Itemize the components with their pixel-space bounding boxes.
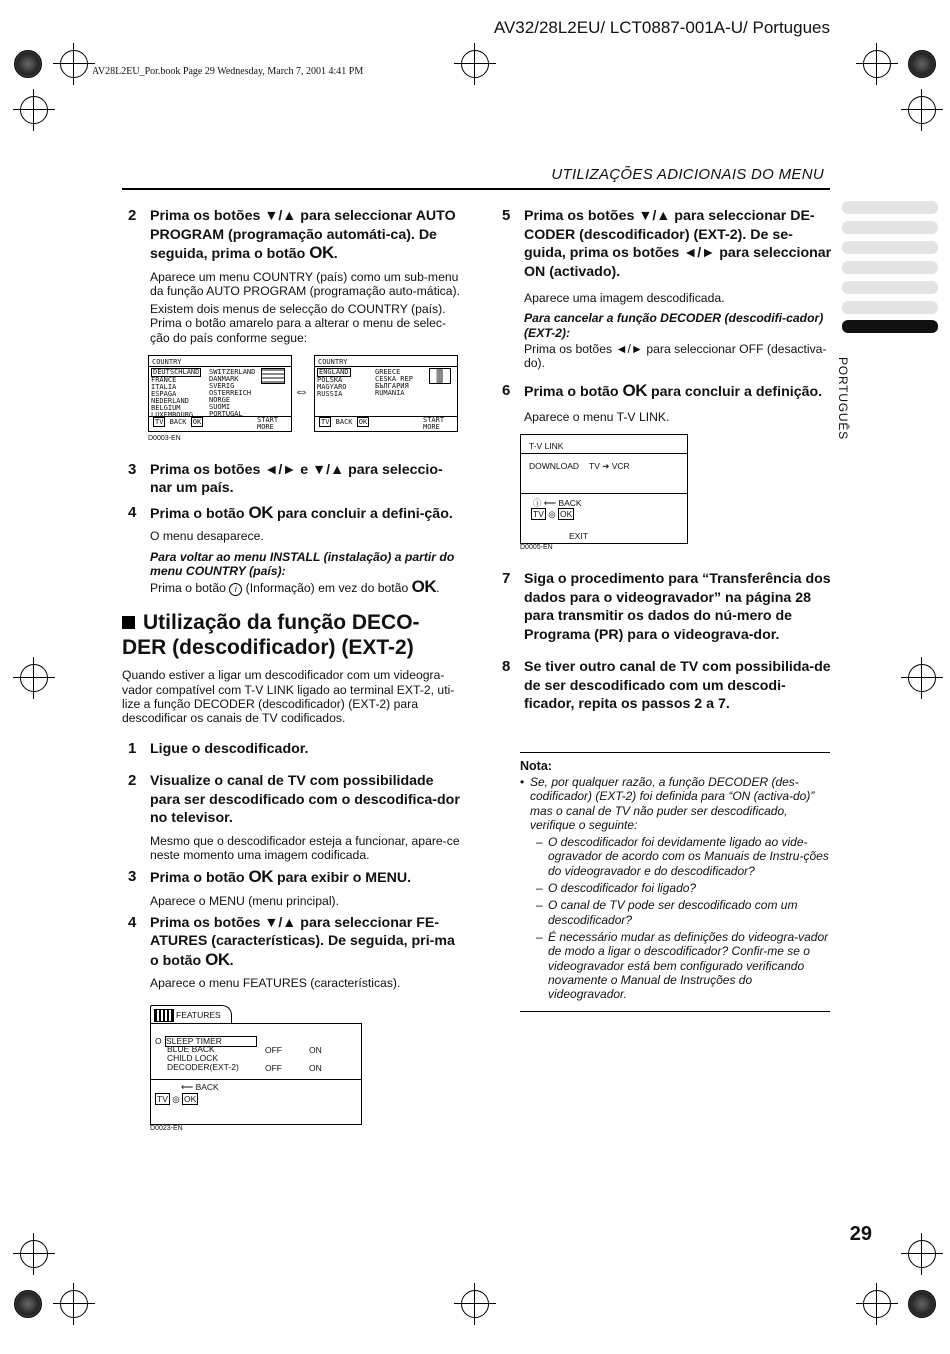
decoder-step-4: 4 Prima os botões ▼/▲ para seleccionar FE-ATURES (características). De seguida, pri-ma o botão OK. [128, 913, 455, 969]
document-id: AV32/28L2EU/ LCT0887-001A-U/ Portugues [493, 18, 830, 37]
info-icon: ⓘ [533, 498, 542, 509]
return-note-text: Prima o botão i (Informação) em vez do botão OK. [150, 577, 440, 597]
registration-mark [461, 1290, 489, 1318]
figure-label: D0003-EN [148, 434, 181, 442]
registration-mark [908, 96, 936, 124]
features-icon [154, 1009, 174, 1022]
figure-label: D0005-EN [520, 544, 553, 552]
step-4: 4 Prima o botão OK para concluir a defini-ção. [128, 502, 453, 522]
language-tab [842, 241, 938, 254]
ok-button-icon: OK [411, 577, 437, 597]
book-line: AV28L2EU_Por.book Page 29 Wednesday, March 7, 2001 4:41 PM [92, 66, 364, 77]
corner-disc-bottom-right [908, 1290, 936, 1318]
dpad-icon: ◎ [548, 509, 556, 520]
decoder-step-7: 7 Siga o procedimento para “Transferência dos dados para o videogravador” na página 28 para transmitir os dados do nú-mero de Programa (PR) para o videograva-dor. [502, 570, 831, 643]
language-tab-active [842, 320, 938, 333]
return-note-heading: Para voltar ao menu INSTALL (instalação) a partir do menu COUNTRY (país): [150, 549, 455, 579]
registration-mark [20, 1240, 48, 1268]
step-2: 2 Prima os botões ▼/▲ para seleccionar AUTO PROGRAM (programação automáti-ca). De seguida, prima o botão OK. [128, 207, 456, 262]
intro-text: Quando estiver a ligar um descodificador com um videogra-vador compatível com T-V LINK ligado ao terminal EXT-2, uti-lize a função DECODER (descodificador) (EXT-2) para descodificar os canais de TV codificados. [122, 668, 455, 726]
country-screen-1: COUNTRY DEUTSCHLAND FRANCE ITALIA ESPAGA NEDERLAND BELGIUM LUXEMBOURG SWITZERLAND DANMARK SVERIG OSTERREICH NORGE SUOMI PORTUGAL TV BACK OK START MORE [148, 355, 292, 432]
country-list-b: SWITZERLAND DANMARK SVERIG OSTERREICH NORGE SUOMI PORTUGAL [209, 367, 256, 418]
ok-button-icon: OK [309, 243, 334, 262]
language-tab [842, 261, 938, 274]
language-tab [842, 301, 938, 314]
country-list-a: DEUTSCHLAND FRANCE ITALIA ESPAGA NEDERLAND BELGIUM LUXEMBOURG [151, 367, 200, 419]
registration-mark [20, 664, 48, 692]
page-number: 29 [849, 1223, 872, 1245]
features-tab: FEATURES [150, 1005, 232, 1024]
corner-disc-top-left [14, 50, 42, 78]
language-tab [842, 201, 938, 214]
arrow-right-icon: ➔ [602, 461, 610, 472]
decoder-step-1: 1 Ligue o descodificador. [128, 739, 309, 757]
tvlink-screen: T-V LINK DOWNLOAD TV ➔ VCR ⓘ ⟵ BACK TV ◎ OK EXIT [520, 434, 688, 544]
note-bullet: • Se, por qualquer razão, a função DECODER (des-codificador) (EXT-2) foi definida para “ON (activa-do)” mas o canal de TV não puder ser descodificado, verifique o seguinte: [520, 775, 830, 832]
header-rule [122, 188, 830, 190]
flag-icon [261, 368, 285, 384]
figure-label: D0023-EN [150, 1124, 183, 1132]
square-bullet-icon [122, 616, 135, 629]
decoder-step-8: 8 Se tiver outro canal de TV com possibilida-de de ser descodificado com um descodi-ficador, repita os passos 2 a 7. [502, 658, 831, 713]
registration-mark [863, 1290, 891, 1318]
section-title: UTILIZAÇÕES ADICIONAIS DO MENU [551, 166, 824, 183]
registration-mark [461, 50, 489, 78]
note-subitem: – O descodificador foi devidamente ligado ao vide-ogravador de acordo com os Manuais de Instru-ções do videogravador e do descodificador? [520, 835, 830, 878]
left-column: 2 Prima os botões ▼/▲ para seleccionar AUTO PROGRAM (programação automáti-ca). De seguida, prima o botão OK. Aparece um menu COUNTRY (país) como um sub-menu da função AUTO PROGRAM (programação auto-mática). Existem dois menus de selecção do COUNTRY (país). Prima o botão amarelo para a alterar o menu de selec-ção do país conforme segue: COUNTRY DEUTSCHLAND FRANCE ITALIA ESPAGA NEDERLAND BELGIUM LUXEMBOURG SWITZERLAND DANMARK SVERIG OSTERREICH NORGE SUOMI PORTUGAL TV BACK OK START MORE ⇔ COUNTRY ENGLAND POLSKA MAGYARO RUSSIA GREECE CESKA REP БЪЛГАРИЯ RUMANIA TV BACK OK START MORE D0003-EN 3 Prima os botões ◄/► e ▼/▲ para seleccio-nar um país. 4 Prima o botão OK para concluir a defini-ção. O menu desaparece. Para voltar ao menu INSTALL (instalação) a partir do menu COUNTRY (país): Prima o botão i (Informação) em vez do botão OK. Utilização da função DECO-DER (descodificador) (EXT-2) Quando estiver a ligar um descodificador com um videogra-vador compatível com T-V LINK ligado ao terminal EXT-2, uti-lize a função DECODER (descodificador) (EXT-2) para descodificar os canais de TV codificados. 1 Ligue o descodificador. 2 Visualize o canal de TV com possibilidade para ser descodificado com o descodifica-dor no televisor. Mesmo que o descodificador esteja a funcionar, apare-ce neste momento uma imagem codificada. 3 Prima o botão OK para exibir o MENU. Aparece o MENU (menu principal). 4 Prima os botões ▼/▲ para seleccionar FE-ATURES (características). De seguida, pri-ma o botão OK. Aparece o menu FEATURES (características). FEATURES O SLEEP TIMER BLUE BACK OFF ON CHILD LOCK DECODER(EXT-2) OFF ON ⟵ BACK TV ◎ OK D0023-EN [122, 205, 462, 1135]
note-subitem: – É necessário mudar as definições do videogra-vador de modo a ligar o descodificador? Confir-me se o videogravador está bem configurado verificando novamente o Manual de Instruções do videogravador. [520, 930, 830, 1001]
language-tab [842, 221, 938, 234]
language-tab [842, 281, 938, 294]
corner-disc-bottom-left [14, 1290, 42, 1318]
decoder-step-2: 2 Visualize o canal de TV com possibilidade para ser descodificado com o descodifica-dor no televisor. [128, 772, 460, 827]
decoder-step-3: 3 Prima o botão OK para exibir o MENU. [128, 867, 412, 887]
section-heading: Utilização da função DECO-DER (descodificador) (EXT-2) [122, 611, 420, 660]
features-screen: O SLEEP TIMER BLUE BACK OFF ON CHILD LOCK DECODER(EXT-2) OFF ON ⟵ BACK TV ◎ OK [150, 1023, 362, 1125]
switch-arrow-icon: ⇔ [294, 382, 309, 400]
registration-mark [908, 664, 936, 692]
note-box: Nota: • Se, por qualquer razão, a função DECODER (des-codificador) (EXT-2) foi definida para “ON (activa-do)” mas o canal de TV não puder ser descodificado, verifique o seguinte: – O descodificador foi devidamente ligado ao vide-ogravador de acordo com os Manuais de Instru-ções do videogravador e do descodificador? – O descodificador foi ligado? – O canal de TV pode ser descodificado com um descodificador? – É necessário mudar as definições do videogra-vador de modo a ligar o descodificador? Confir-me se o videogravador está bem configurado verificando novamente o Manual de Instruções do videogravador. [520, 752, 830, 1012]
language-label: PORTUGUÊS [836, 357, 850, 440]
tvlink-menu-figure [520, 434, 832, 564]
note-subitem: – O descodificador foi ligado? [520, 881, 830, 895]
note-subitem: – O canal de TV pode ser descodificado com um descodificador? [520, 898, 830, 927]
decoder-step-5: 5 Prima os botões ▼/▲ para seleccionar DE-CODER (descodificador) (EXT-2). De se-guida, prima os botões ◄/► para seleccionar ON (activado). [502, 207, 832, 280]
ok-button-icon: OK [248, 867, 274, 887]
corner-disc-top-right [908, 50, 936, 78]
right-column: 5 Prima os botões ▼/▲ para seleccionar DE-CODER (descodificador) (EXT-2). De se-guida, prima os botões ◄/► para seleccionar ON (activado). Aparece uma imagem descodificada. Para cancelar a função DECODER (descodifi-cador) (EXT-2): Prima os botões ◄/► para seleccionar OFF (desactiva-do). 6 Prima o botão OK para concluir a definição. Aparece o menu T-V LINK. T-V LINK DOWNLOAD TV ➔ VCR ⓘ ⟵ BACK TV ◎ OK EXIT D0005-EN 7 Siga o procedimento para “Transferência dos dados para o videogravador” na página 28 para transmitir os dados do nú-mero de Programa (PR) para o videograva-dor. 8 Se tiver outro canal de TV com possibilida-de de ser descodificado com um descodi-ficador, repita os passos 2 a 7. [496, 205, 832, 714]
dpad-icon: ◎ [172, 1093, 180, 1104]
country-menu-figure [148, 355, 462, 455]
ok-button-icon: OK [205, 949, 230, 969]
registration-mark [60, 1290, 88, 1318]
flag-icon [429, 368, 451, 384]
cursor-icon: O [155, 1035, 162, 1046]
step-3: 3 Prima os botões ◄/► e ▼/▲ para seleccio-nar um país. [128, 460, 443, 497]
registration-mark [60, 50, 88, 78]
info-button-icon: i [229, 583, 242, 596]
features-menu-figure [150, 1005, 462, 1135]
registration-mark [908, 1240, 936, 1268]
registration-mark [20, 96, 48, 124]
country-screen-2: COUNTRY ENGLAND POLSKA MAGYARO RUSSIA GREECE CESKA REP БЪЛГАРИЯ RUMANIA TV BACK OK START MORE [314, 355, 458, 432]
ok-button-icon: OK [622, 381, 648, 401]
ok-button-icon: OK [248, 502, 274, 522]
registration-mark [863, 50, 891, 78]
decoder-step-6: 6 Prima o botão OK para concluir a definição. [502, 381, 823, 401]
